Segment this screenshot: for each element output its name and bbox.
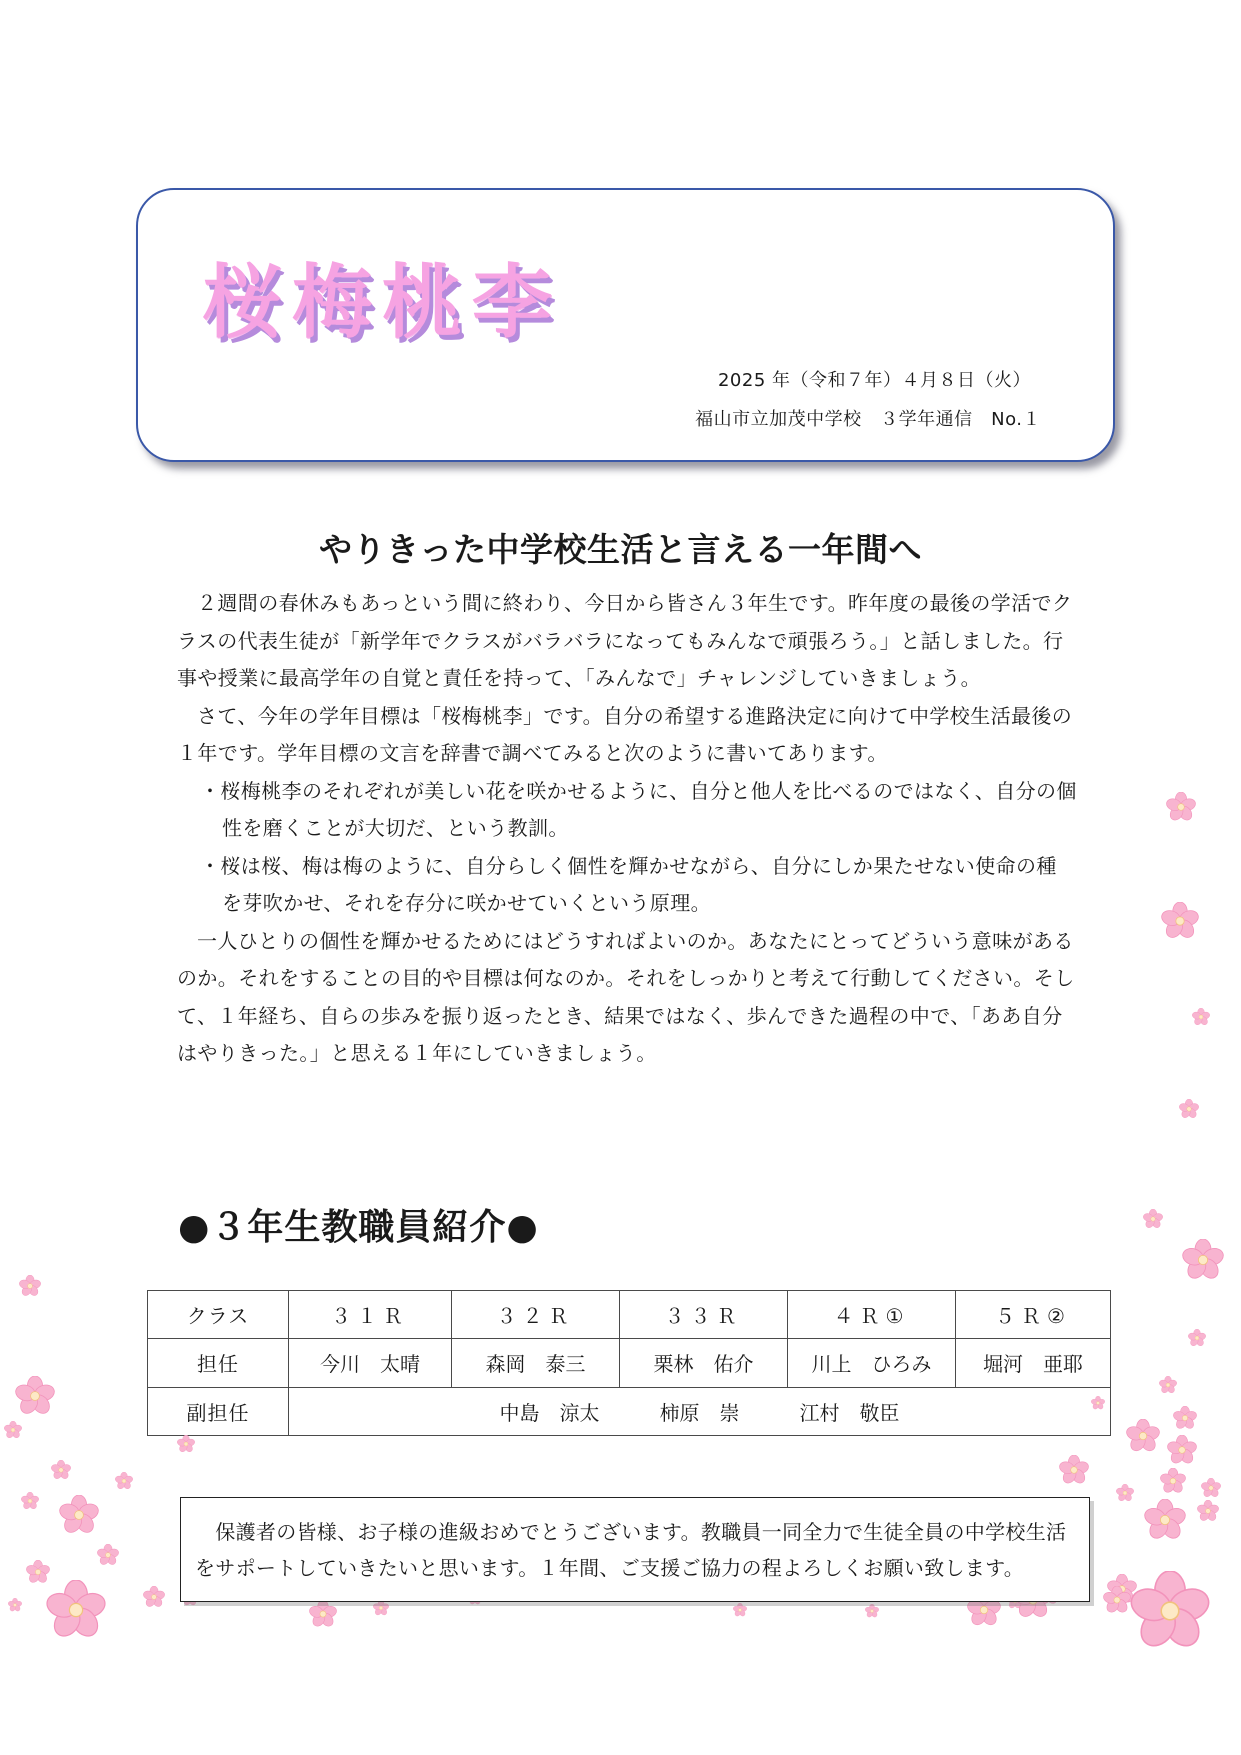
article-body [177, 585, 1077, 1073]
cherry-blossom-icon [1059, 1455, 1089, 1485]
cherry-blossom-icon [865, 1604, 879, 1618]
cherry-blossom-icon [19, 1275, 41, 1297]
paragraph-3: 一人ひとりの個性を輝かせるためにはどうすればよいのか。あなたにとってどういう意味があるのか。それをすることの目的や目標は何なのか。それをしっかりと考えて行動してください。そして、１年経ち、自らの歩みを振り返ったとき、結果ではなく、歩んできた過程の中で、「ああ自分はやりきった。」と思える１年にしていきましょう。 [177, 928, 1075, 1065]
cherry-blossom-icon [115, 1472, 133, 1490]
cherry-blossom-icon [1161, 902, 1199, 940]
cherry-blossom-icon [1116, 1484, 1134, 1502]
newsletter-header [136, 188, 1115, 462]
cherry-blossom-icon [1126, 1419, 1160, 1453]
cherry-blossom-icon [309, 1600, 337, 1628]
cherry-blossom-icon [1197, 1500, 1219, 1522]
cherry-blossom-icon [1130, 1571, 1210, 1651]
bullet-2: ・桜は桜、梅は梅のように、自分らしく個性を輝かせながら、自分にしか果たせない使命の種を芽吹かせ、それを存分に咲かせていくという原理。 [200, 853, 1057, 915]
teacher-cell: 栗林 佑介 [620, 1339, 788, 1387]
table-row [148, 1339, 1111, 1387]
cherry-blossom-icon [1179, 1099, 1199, 1119]
staff-table [147, 1290, 1111, 1436]
cherry-blossom-icon [1188, 1329, 1206, 1347]
teacher-cell: 今川 太晴 [289, 1339, 452, 1387]
teacher-cell: 堀河 亜耶 [956, 1339, 1111, 1387]
cherry-blossom-icon [1192, 1008, 1210, 1026]
cherry-blossom-icon [1103, 1586, 1131, 1614]
newsletter-title: 桜梅桃李 [202, 255, 562, 349]
cherry-blossom-icon [1091, 1396, 1105, 1410]
parent-message-box [180, 1497, 1090, 1602]
cherry-blossom-icon [4, 1421, 22, 1439]
table-row [148, 1387, 1111, 1435]
class-cell: ３１Ｒ [289, 1291, 452, 1339]
paragraph-2: さて、今年の学年目標は「桜梅桃李」です。自分の希望する進路決定に向けて中学校生活最後の１年です。学年目標の文言を辞書で調べてみると次のように書いてあります。 [177, 703, 1073, 765]
cherry-blossom-icon [51, 1460, 71, 1480]
table-row [148, 1291, 1111, 1339]
teacher-cell: 森岡 泰三 [452, 1339, 620, 1387]
cherry-blossom-icon [8, 1598, 22, 1612]
cherry-blossom-icon [1160, 1468, 1186, 1494]
table-header-cell: クラス [148, 1291, 289, 1339]
cherry-blossom-icon [1166, 792, 1196, 822]
cherry-blossom-icon [1201, 1478, 1221, 1498]
cherry-blossom-icon [1159, 1376, 1177, 1394]
cherry-blossom-icon [97, 1544, 119, 1566]
class-cell: ３２Ｒ [452, 1291, 620, 1339]
bullet-1: ・桜梅桃李のそれぞれが美しい花を咲かせるように、自分と他人を比べるのではなく、自分の個性を磨くことが大切だ、という教訓。 [200, 778, 1077, 840]
section-title-staff: ●３年生教職員紹介● [178, 1207, 539, 1248]
table-header-cell: 担任 [148, 1339, 289, 1387]
cherry-blossom-icon [1182, 1239, 1224, 1281]
issue-date: 2025 年（令和７年）４月８日（火） [717, 370, 1031, 391]
issue-info: 福山市立加茂中学校 ３学年通信 No.１ [695, 409, 1041, 430]
class-cell: ５Ｒ② [956, 1291, 1111, 1339]
assistant-teachers-cell: 中島 涼太 柿原 崇 江村 敬臣 [289, 1387, 1111, 1435]
cherry-blossom-icon [1173, 1406, 1197, 1430]
table-header-cell: 副担任 [148, 1387, 289, 1435]
cherry-blossom-icon [1144, 1499, 1186, 1541]
cherry-blossom-icon [177, 1435, 195, 1453]
cherry-blossom-icon [1167, 1435, 1197, 1465]
cherry-blossom-icon [15, 1376, 55, 1416]
cherry-blossom-icon [143, 1586, 165, 1608]
cherry-blossom-icon [1143, 1209, 1163, 1229]
article-headline: やりきった中学校生活と言える一年間へ [319, 530, 922, 569]
cherry-blossom-icon [46, 1580, 106, 1640]
paragraph-1: ２週間の春休みもあっという間に終わり、今日から皆さん３年生です。昨年度の最後の学活でクラスの代表生徒が「新学年でクラスがバラバラになってもみんなで頑張ろう。」と話しました。行事や授業に最高学年の自覚と責任を持って、「みんなで」チャレンジしていきましょう。 [177, 591, 1073, 690]
cherry-blossom-icon [59, 1495, 99, 1535]
cherry-blossom-icon [21, 1492, 39, 1510]
teacher-cell: 川上 ひろみ [788, 1339, 956, 1387]
class-cell: ４Ｒ① [788, 1291, 956, 1339]
class-cell: ３３Ｒ [620, 1291, 788, 1339]
cherry-blossom-icon [373, 1600, 389, 1616]
cherry-blossom-icon [733, 1603, 747, 1617]
parent-message: 保護者の皆様、お子様の進級おめでとうございます。教職員一同全力で生徒全員の中学校生活をサポートしていきたいと思います。１年間、ご支援ご協力の程よろしくお願い致します。 [195, 1520, 1067, 1580]
